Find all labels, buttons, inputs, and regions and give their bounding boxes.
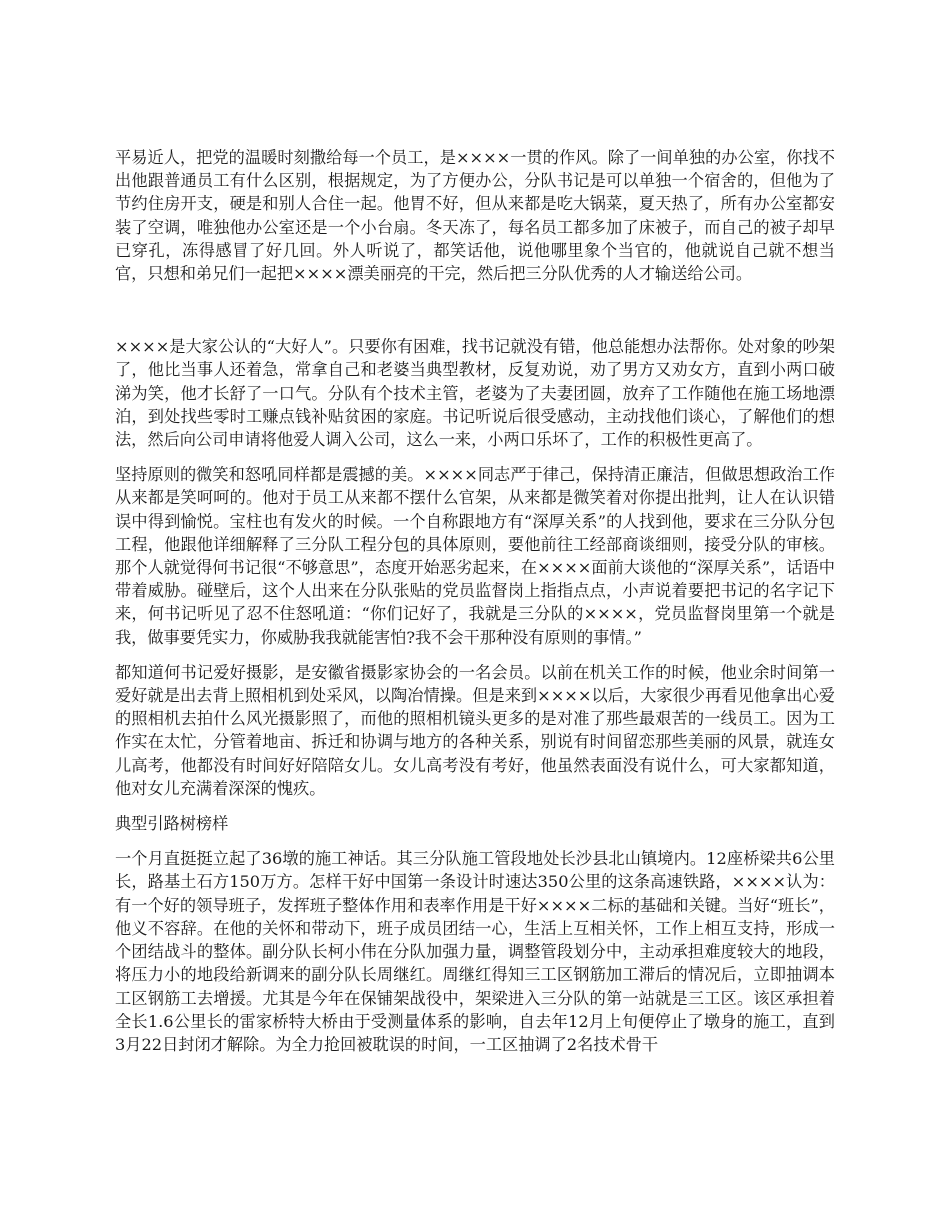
paragraph-spacer — [115, 835, 835, 847]
section-heading: 典型引路树榜样 — [115, 814, 229, 834]
paragraph-1: 平易近人，把党的温暖时刻撒给每一个员工，是××××一贯的作风。除了一间单独的办公室，你找不出他跟普通员工有什么区别，根据规定，为了方便办公，分队书记是可以单独一个宿舍的，但他为了节约住房开支，硬是和别人合住一起。他胃不好，但从来都是吃大锅菜，夏天热了，所有办公室都安装了空调，唯独他办公室还是一个小台扇。冬天冻了，每名员工都多加了床被子，而自己的被子却早已穿孔，冻得感冒了好几回。外人听说了，都笑话他，说他哪里象个当官的，他就说自己就不想当官，只想和弟兄们一起把××××漂美丽亮的干完，然后把三分队优秀的人才输送给公司。 — [115, 148, 835, 284]
paragraph-spacer — [115, 800, 835, 812]
paragraph-2: ××××是大家公认的“大好人”。只要你有困难，找书记就没有错，他总能想办法帮你。处对象的吵架了，他比当事人还着急，常拿自己和老婆当典型教材，反复劝说，劝了男方又劝女方，直到小两口破涕为笑，他才长舒了一口气。分队有个技术主管，老婆为了夫妻团圆，放弃了工作随他在施工场地漂泊，到处找些零时工赚点钱补贴贫困的家庭。书记听说后很受感动，主动找他们谈心，了解他们的想法，然后向公司申请将他爱人调入公司，这么一来，小两口乐坏了，工作的积极性更高了。 — [115, 337, 835, 450]
paragraph-spacer — [115, 451, 835, 463]
paragraph-spacer — [115, 285, 835, 335]
document-page — [115, 146, 835, 1056]
paragraph-5: 一个月直挺挺立起了36墩的施工神话。其三分队施工管段地处长沙县北山镇境内。12座桥梁共6公里长，路基土石方150万方。怎样干好中国第一条设计时速达350公里的这条高速铁路，××××认为：有一个好的领导班子，发挥班子整体作用和表率作用是干好××××二标的基础和关键。当好“班长”，他义不容辞。在他的关怀和带动下，班子成员团结一心，生活上互相关怀，工作上相互支持，形成一个团结战斗的整体。副分队长柯小伟在分队加强力量，调整管段划分中，主动承担难度较大的地段，将压力小的地段给新调来的副分队长周继红。周继红得知三工区钢筋加工滞后的情况后，立即抽调本工区钢筋工去增援。尤其是今年在保铺架战役中，架梁进入三分队的第一站就是三工区。该区承担着全长1.6公里长的雷家桥特大桥由于受测量体系的影响，自去年12月上旬便停止了墩身的施工，直到3月22日封闭才解除。为全力抢回被耽误的时间，一工区抽调了2名技术骨干 — [115, 849, 835, 1054]
paragraph-spacer — [115, 649, 835, 661]
paragraph-3: 坚持原则的微笑和怒吼同样都是震撼的美。××××同志严于律己，保持清正廉洁，但做思想政治工作从来都是笑呵呵的。他对于员工从来都不摆什么官架，从来都是微笑着对你提出批判，让人在认识错误中得到愉悦。宝柱也有发火的时候。一个自称跟地方有“深厚关系”的人找到他，要求在三分队分包工程，他跟他详细解释了三分队工程分包的具体原则，要他前往工经部商谈细则，接受分队的审核。那个人就觉得何书记很“不够意思”，态度开始恶劣起来，在××××面前大谈他的“深厚关系”，话语中带着威胁。碰壁后，这个人出来在分队张贴的党员监督岗上指指点点，小声说着要把书记的名字记下来，何书记听见了忍不住怒吼道：“你们记好了，我就是三分队的××××，党员监督岗里第一个就是我，做事要凭实力，你威胁我我就能害怕?我不会干那种没有原则的事情。” — [115, 465, 835, 647]
paragraph-4: 都知道何书记爱好摄影，是安徽省摄影家协会的一名会员。以前在机关工作的时候，他业余时间第一爱好就是出去背上照相机到处采风，以陶冶情操。但是来到××××以后，大家很少再看见他拿出心爱的照相机去拍什么风光摄影照了，而他的照相机镜头更多的是对准了那些最艰苦的一线员工。因为工作实在太忙，分管着地亩、拆迁和协调与地方的各种关系，别说有时间留恋那些美丽的风景，就连女儿高考，他都没有时间好好陪陪女儿。女儿高考没有考好，他虽然表面没有说什么，可大家都知道，他对女儿充满着深深的愧疚。 — [115, 662, 835, 798]
